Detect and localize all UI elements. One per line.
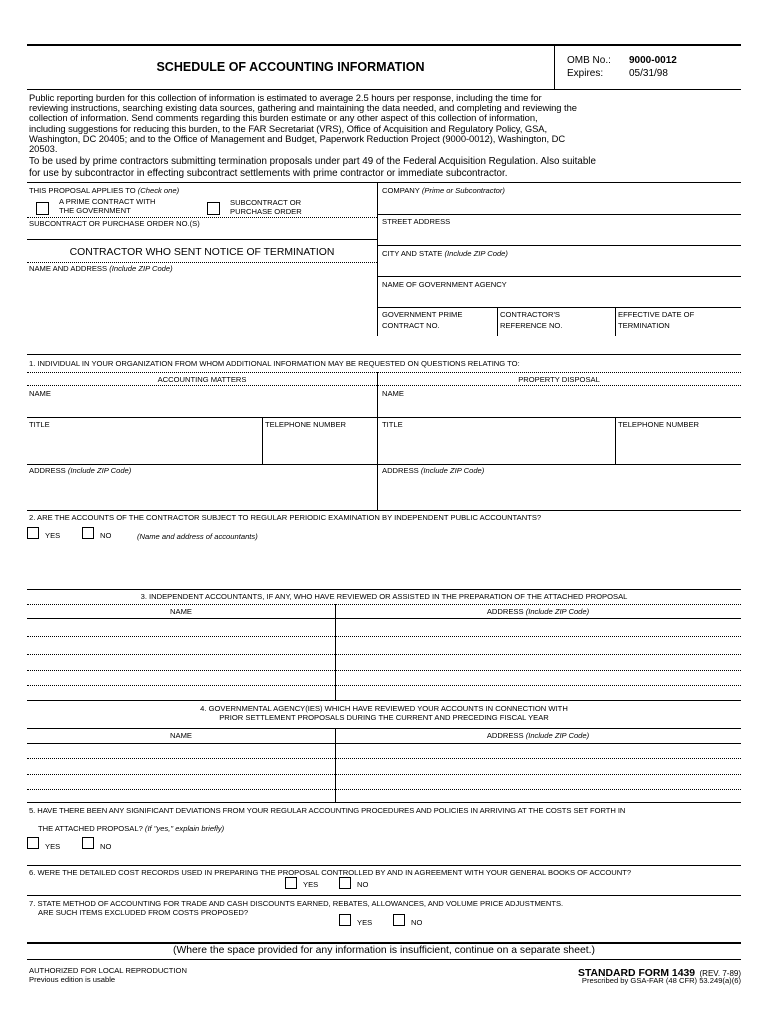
section4-name-label: NAME — [170, 731, 192, 740]
form-page — [27, 44, 741, 994]
authorized-reproduction: AUTHORIZED FOR LOCAL REPRODUCTION — [29, 966, 187, 975]
property-address-hint: (Include ZIP Code) — [420, 466, 485, 475]
accounting-matters-label: ACCOUNTING MATTERS — [157, 375, 247, 384]
burden-statement — [29, 93, 741, 154]
omb-number: 9000-0012 — [629, 55, 677, 66]
company-hint: (Prime or Subcontractor) — [421, 186, 505, 195]
rule — [27, 728, 741, 729]
section4-top-rule — [27, 700, 741, 701]
expires-label: Expires: — [567, 68, 604, 79]
section4-address-text: ADDRESS — [486, 731, 524, 740]
expires-date: 05/31/98 — [629, 68, 668, 79]
section3-address-label — [335, 607, 741, 616]
gov-prime-line: GOVERNMENT PRIME — [382, 310, 463, 319]
dotted-rule — [27, 262, 377, 263]
applies-to-label — [29, 186, 179, 195]
section5-question: 5. HAVE THERE BEEN ANY SIGNIFICANT DEVIATIONS FROM YOUR REGULAR ACCOUNTING PROCEDURES AND POLICIES IN ARRIVING AT THE COSTS SET FORTH IN — [29, 806, 626, 815]
prime-contract-line: THE GOVERNMENT — [59, 206, 131, 215]
table-row-line — [27, 654, 741, 655]
rule — [377, 214, 741, 215]
section2-hint: (Name and address of accountants) — [137, 532, 258, 541]
city-state-text: CITY AND STATE — [382, 249, 443, 258]
section1-top-rule — [27, 354, 741, 355]
property-title-label: TITLE — [382, 420, 403, 429]
name-and-address-hint: (Include ZIP Code) — [109, 264, 173, 273]
section5-yes-checkbox[interactable] — [27, 837, 39, 849]
table-row-line — [27, 670, 741, 671]
contractor-reference-label — [500, 310, 562, 330]
rule — [27, 618, 741, 619]
accounting-title-label: TITLE — [29, 420, 50, 429]
section3-address-text: ADDRESS — [486, 607, 524, 616]
subcontract-line: SUBCONTRACT OR — [230, 198, 302, 207]
section1-title: 1. INDIVIDUAL IN YOUR ORGANIZATION FROM WHOM ADDITIONAL INFORMATION MAY BE REQUESTED ON QUESTIONS RELATING TO: — [29, 359, 520, 368]
section2-yes-label: YES — [45, 531, 61, 540]
footer-top-rule — [27, 942, 741, 944]
previous-edition-note: Previous edition is usable — [29, 975, 116, 984]
footer-rule — [27, 959, 741, 960]
upper-block-divider — [377, 182, 378, 336]
effective-date-line: EFFECTIVE DATE OF — [618, 310, 695, 319]
street-address-label: STREET ADDRESS — [382, 217, 451, 226]
usage-line: for use by subcontractor in effecting subcontract settlements with prime contractor or immediate subcontractor. — [29, 167, 508, 179]
section4-title — [27, 704, 741, 722]
section5-no-label: NO — [100, 842, 112, 851]
rule — [377, 276, 741, 277]
dotted-rule — [27, 372, 741, 373]
usage-line: To be used by prime contractors submitting termination proposals under part 49 of the Federal Acquisition Regulation. Also suitable — [29, 156, 596, 167]
form-revision: (REV. 7-89) — [699, 969, 741, 978]
contractor-ref-line: REFERENCE NO. — [500, 321, 563, 330]
property-address-label — [382, 466, 484, 475]
section7-line: ARE SUCH ITEMS EXCLUDED FROM COSTS PROPOSED? — [38, 908, 249, 917]
rule — [27, 464, 741, 465]
burden-line: collection of information. Send comments regarding this burden estimate or any other aspect of this collection of information, — [29, 112, 538, 124]
dotted-rule — [27, 604, 741, 605]
section6-yes-checkbox[interactable] — [285, 877, 297, 889]
burden-line: reviewing instructions, searching existing data sources, gathering and maintaining the data needed, and completing and reviewing the — [29, 102, 577, 114]
accounting-telephone-label: TELEPHONE NUMBER — [265, 420, 347, 429]
accounting-address-text: ADDRESS — [29, 466, 66, 475]
section6-top-rule — [27, 865, 741, 866]
section7-no-label: NO — [411, 918, 423, 927]
rule — [27, 743, 741, 744]
prime-contract-line: A PRIME CONTRACT WITH — [59, 197, 156, 206]
section7-no-checkbox[interactable] — [393, 914, 405, 926]
section7-yes-label: YES — [357, 918, 373, 927]
contractor-notice-heading: CONTRACTOR WHO SENT NOTICE OF TERMINATION — [69, 247, 335, 258]
property-name-label: NAME — [382, 389, 404, 398]
cell-divider — [497, 307, 498, 336]
table-row-line — [27, 774, 741, 775]
header-divider — [554, 45, 555, 89]
header-bottom-rule — [27, 89, 741, 90]
dotted-rule — [27, 217, 377, 218]
continuation-note: (Where the space provided for any information is insufficient, continue on a separate sheet.) — [172, 945, 596, 956]
table-row-line — [27, 636, 741, 637]
gov-prime-contract-label — [382, 310, 462, 330]
prime-contract-checkbox[interactable] — [36, 202, 49, 215]
burden-line: including suggestions for reducing this burden, to the FAR Secretariat (VRS), Office of Acquisition and Regulatory Policy, GSA, — [29, 122, 548, 134]
city-state-label — [382, 249, 508, 258]
section7-top-rule — [27, 895, 741, 896]
section3-name-label: NAME — [170, 607, 192, 616]
table-row-line — [27, 685, 741, 686]
accounting-address-hint: (Include ZIP Code) — [67, 466, 132, 475]
section6-no-label: NO — [357, 880, 369, 889]
section3-address-hint: (Include ZIP Code) — [525, 607, 590, 616]
usage-bottom-rule — [27, 182, 741, 183]
accounting-name-label: NAME — [29, 389, 51, 398]
prescribed-by: Prescribed by GSA-FAR (48 CFR) 53.249(a)(6) — [581, 976, 741, 985]
company-text: COMPANY — [382, 186, 420, 195]
city-state-hint: (Include ZIP Code) — [444, 249, 508, 258]
omb-label: OMB No.: — [567, 55, 611, 66]
section5-hint: (If "yes," explain briefly) — [144, 824, 225, 833]
section2-yes-checkbox[interactable] — [27, 527, 39, 539]
subcontract-po-no-label: SUBCONTRACT OR PURCHASE ORDER NO.(S) — [29, 219, 200, 228]
standard-form-number: STANDARD FORM 1439 — [578, 968, 696, 979]
property-telephone-label: TELEPHONE NUMBER — [618, 420, 700, 429]
burden-line: Washington, DC 20405; and to the Office of Management and Budget, Paperwork Reduction Project (9000-0012), Washington, DC — [29, 132, 566, 144]
section5-no-checkbox[interactable] — [82, 837, 94, 849]
subcontract-checkbox[interactable] — [207, 202, 220, 215]
effective-date-line: TERMINATION — [618, 321, 670, 330]
subcontract-label — [230, 198, 302, 216]
section4-title-line: PRIOR SETTLEMENT PROPOSALS DURING THE CURRENT AND PRECEDING FISCAL YEAR — [219, 713, 549, 722]
burden-line: 20503. — [29, 143, 58, 155]
name-and-address-label — [29, 264, 173, 273]
cell-divider — [615, 307, 616, 336]
form-title: SCHEDULE OF ACCOUNTING INFORMATION — [156, 60, 425, 74]
section4-title-line: 4. GOVERNMENTAL AGENCY(IES) WHICH HAVE REVIEWED YOUR ACCOUNTS IN CONNECTION WITH — [200, 704, 568, 713]
rule — [27, 417, 741, 418]
section5-line2-text: THE ATTACHED PROPOSAL? — [38, 824, 143, 833]
section5-question-cont — [38, 824, 224, 833]
section5-yes-label: YES — [45, 842, 61, 851]
cell-divider — [615, 417, 616, 464]
section4-address-label — [335, 731, 741, 740]
burden-line: Public reporting burden for this collection of information is estimated to average 2.5 hours per response, including the time for — [29, 92, 542, 103]
section1-divider — [377, 372, 378, 510]
cell-divider — [262, 417, 263, 464]
contractor-ref-line: CONTRACTOR'S — [500, 310, 560, 319]
section3-title: 3. INDEPENDENT ACCOUNTANTS, IF ANY, WHO HAVE REVIEWED OR ASSISTED IN THE PREPARATION OF THE ATTACHED PROPOSAL — [140, 592, 628, 601]
effective-date-label — [618, 310, 694, 330]
section7-yes-checkbox[interactable] — [339, 914, 351, 926]
section2-question: 2. ARE THE ACCOUNTS OF THE CONTRACTOR SUBJECT TO REGULAR PERIODIC EXAMINATION BY INDEPENDENT PUBLIC ACCOUNTANTS? — [29, 513, 542, 522]
section6-no-checkbox[interactable] — [339, 877, 351, 889]
prime-contract-label — [59, 197, 155, 215]
property-address-text: ADDRESS — [382, 466, 419, 475]
accounting-address-label — [29, 466, 131, 475]
usage-statement — [29, 156, 741, 179]
company-label — [382, 186, 505, 195]
top-rule — [27, 44, 741, 46]
section7-line: 7. STATE METHOD OF ACCOUNTING FOR TRADE AND CASH DISCOUNTS EARNED, REBATES, ALLOWANCES, AND VOLUME PRICE ADJUSTMENTS. — [29, 899, 564, 908]
applies-to-hint: (Check one) — [137, 186, 180, 195]
section6-yes-label: YES — [303, 880, 319, 889]
government-agency-label: NAME OF GOVERNMENT AGENCY — [382, 280, 507, 289]
table-row-line — [27, 758, 741, 759]
section4-address-hint: (Include ZIP Code) — [525, 731, 590, 740]
section2-no-label: NO — [100, 531, 112, 540]
applies-to-text: THIS PROPOSAL APPLIES TO — [29, 186, 136, 195]
section6-question: 6. WERE THE DETAILED COST RECORDS USED IN PREPARING THE PROPOSAL CONTROLLED BY AND IN AGREEMENT WITH YOUR GENERAL BOOKS OF ACCOUNT? — [29, 868, 632, 877]
section7-question — [29, 899, 563, 917]
rule — [27, 239, 377, 240]
rule — [377, 245, 741, 246]
gov-prime-line: CONTRACT NO. — [382, 321, 440, 330]
table-row-line — [27, 789, 741, 790]
section2-top-rule — [27, 510, 741, 511]
section2-no-checkbox[interactable] — [82, 527, 94, 539]
subcontract-line: PURCHASE ORDER — [230, 207, 302, 216]
section5-top-rule — [27, 802, 741, 803]
property-disposal-label: PROPERTY DISPOSAL — [518, 375, 600, 384]
dotted-rule — [27, 385, 741, 386]
section3-top-rule — [27, 589, 741, 590]
rule — [377, 307, 741, 308]
name-and-address-text: NAME AND ADDRESS — [29, 264, 108, 273]
